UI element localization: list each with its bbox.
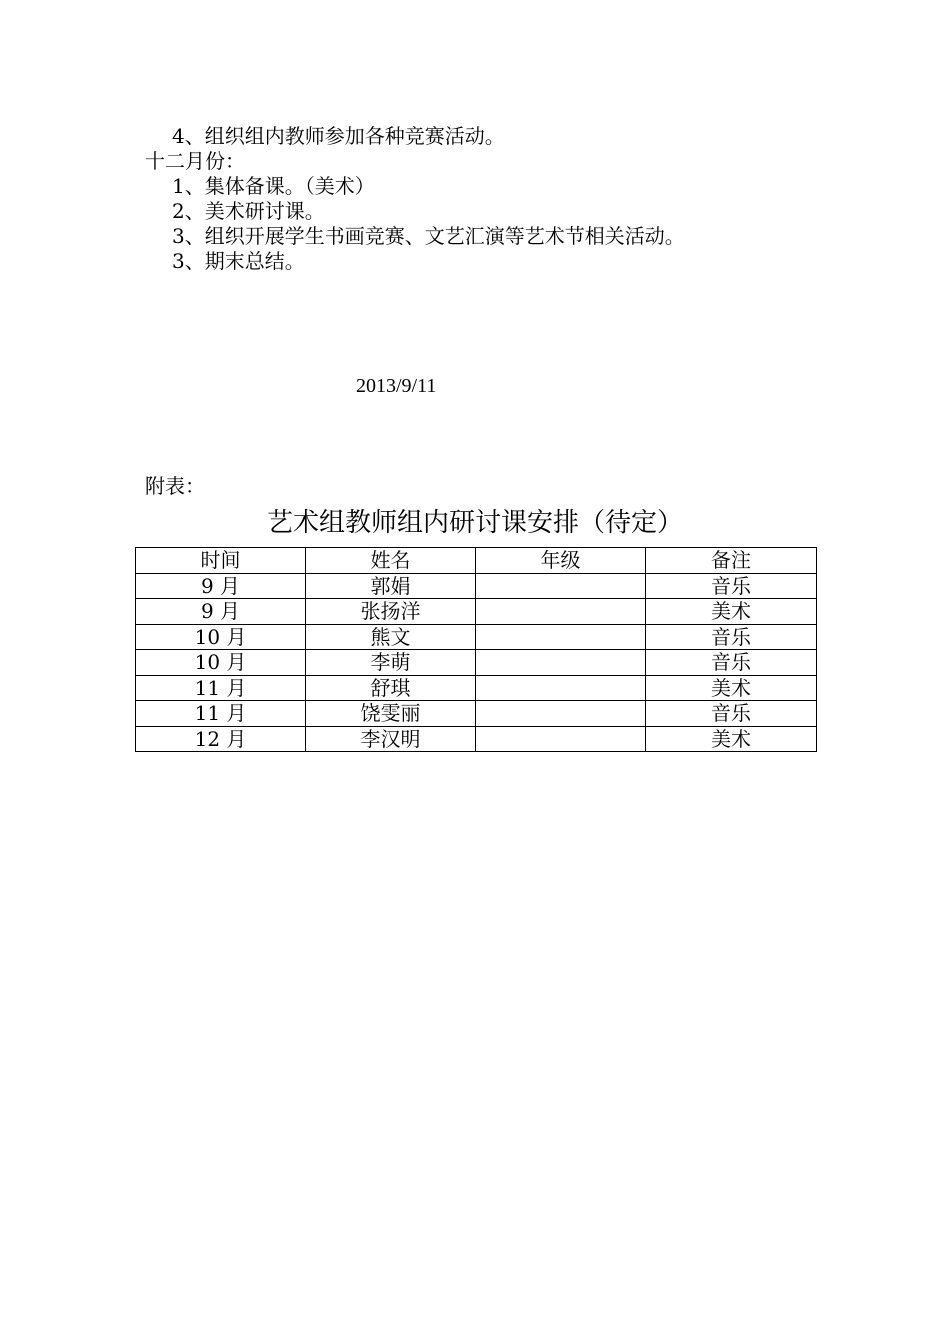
table-header-row: [136, 548, 817, 574]
header-grade: 年级: [476, 548, 646, 574]
table-row: [136, 650, 817, 676]
cell-grade: [476, 701, 646, 727]
header-remark: 备注: [646, 548, 817, 574]
cell-remark: 音乐: [646, 650, 817, 676]
table-title: 艺术组教师组内研讨课安排（待定）: [266, 508, 683, 538]
cell-grade: [476, 573, 646, 599]
cell-name: 李汉明: [306, 726, 476, 752]
cell-time: 11 月: [136, 701, 306, 727]
header-time: 时间: [136, 548, 306, 574]
december-item-2: 2、美术研讨课。: [172, 199, 325, 223]
cell-name: 郭娟: [306, 573, 476, 599]
header-name: 姓名: [306, 548, 476, 574]
cell-grade: [476, 650, 646, 676]
cell-name: 熊文: [306, 624, 476, 650]
cell-remark: 音乐: [646, 573, 817, 599]
appendix-label: 附表：: [145, 474, 205, 498]
table-row: [136, 624, 817, 650]
cell-time: 9 月: [136, 599, 306, 625]
cell-remark: 美术: [646, 675, 817, 701]
document-date: 2013/9/11: [356, 375, 437, 397]
cell-name: 李萌: [306, 650, 476, 676]
december-item-4: 3、期末总结。: [172, 249, 305, 273]
cell-remark: 美术: [646, 726, 817, 752]
december-item-1: 1、集体备课。（美术）: [172, 174, 375, 198]
cell-time: 9 月: [136, 573, 306, 599]
cell-grade: [476, 726, 646, 752]
cell-grade: [476, 675, 646, 701]
cell-name: 舒琪: [306, 675, 476, 701]
cell-grade: [476, 624, 646, 650]
cell-name: 张扬洋: [306, 599, 476, 625]
plan-item-4-competitions: 4、组织组内教师参加各种竞赛活动。: [172, 124, 505, 148]
cell-remark: 音乐: [646, 624, 817, 650]
table-row: [136, 573, 817, 599]
table-row: [136, 675, 817, 701]
cell-time: 11 月: [136, 675, 306, 701]
cell-remark: 美术: [646, 599, 817, 625]
schedule-table: [135, 547, 817, 752]
cell-name: 饶雯丽: [306, 701, 476, 727]
table-row: [136, 701, 817, 727]
table-row: [136, 726, 817, 752]
cell-time: 10 月: [136, 650, 306, 676]
cell-time: 10 月: [136, 624, 306, 650]
december-item-3: 3、组织开展学生书画竞赛、文艺汇演等艺术节相关活动。: [172, 224, 685, 248]
december-heading: 十二月份：: [145, 149, 245, 173]
cell-grade: [476, 599, 646, 625]
cell-time: 12 月: [136, 726, 306, 752]
table-row: [136, 599, 817, 625]
cell-remark: 音乐: [646, 701, 817, 727]
